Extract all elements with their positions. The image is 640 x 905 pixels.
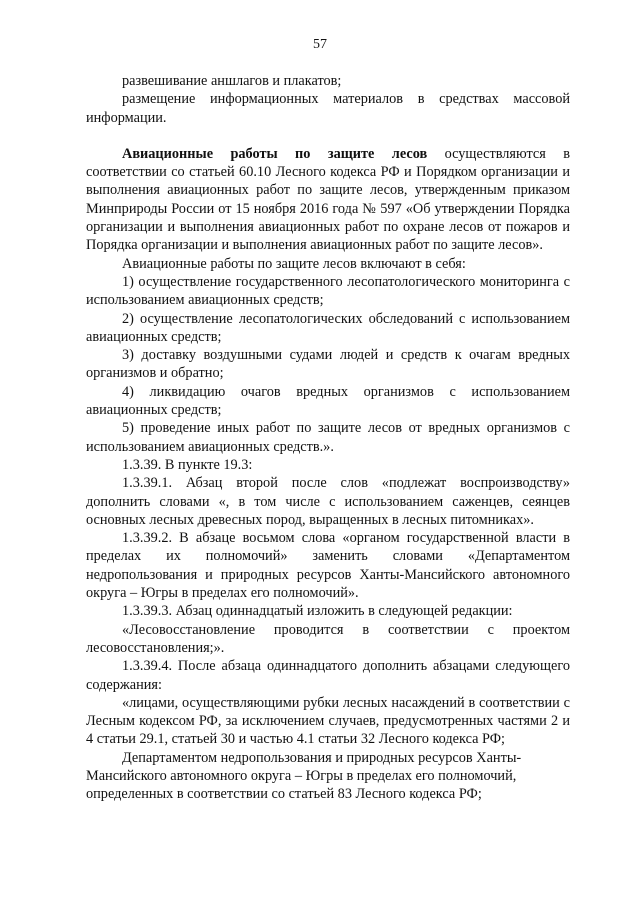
body-text [86, 72, 570, 804]
paragraph: «лицами, осуществляющими рубки лесных насаждений в соответствии с Лесным кодексом РФ, за исключением случаев, предусмотренных частями 2 и 4 статьи 29.1, статьей 30 и частью 4.1 статьи 32 Лесного кодекса РФ; [86, 694, 570, 748]
paragraph: 1.3.39. В пункте 19.3: [122, 456, 253, 473]
paragraph: развешивание аншлагов и плакатов; [122, 73, 342, 89]
paragraph: размещение информационных материалов в средствах массовой информации. [86, 91, 570, 126]
list-item: 1) осуществление государственного лесопатологического мониторинга с использованием авиационных средств; [86, 273, 570, 309]
list-item: 5) проведение иных работ по защите лесов от вредных организмов с использованием авиационных средств.». [86, 420, 570, 455]
paragraph: Авиационные работы по защите лесов включают в себя: [122, 255, 466, 272]
list-item: 4) ликвидацию очагов вредных организмов с использованием авиационных средств; [86, 383, 570, 419]
paragraph-aviation-works [86, 145, 570, 255]
bold-heading: Авиационные работы по защите лесов [122, 145, 428, 162]
paragraph: 1.3.39.4. После абзаца одиннадцатого дополнить абзацами следующего содержания: [86, 658, 570, 693]
paragraph-text: осуществляются в соответствии со статьей 60.10 Лесного кодекса РФ и Порядком организации и выполнения авиационных работ по защите лесов, утвержденным приказом Минприроды России от 15 ноября 2016 года № 597 «Об утверждении Порядка организации и выполнения авиационных работ по охране лесов от пожаров и Порядка организации и выполнения авиационных работ по защите лесов». [86, 145, 570, 254]
paragraph: Департаментом недропользования и природных ресурсов Ханты-Мансийского автономного округа – Югры в пределах его полномочий, определенных в соответствии со статьей 83 Лесного кодекса РФ; [86, 749, 522, 803]
paragraph: 1.3.39.2. В абзаце восьмом слова «органом государственной власти в пределах их полномочий» заменить словами «Департаментом недропользования и природных ресурсов Ханты-Мансийского автономного округа – Югры в пределах его полномочий». [86, 530, 570, 602]
paragraph: «Лесовосстановление проводится в соответствии с проектом лесовосстановления;». [86, 621, 570, 656]
paragraph: 1.3.39.1. Абзац второй после слов «подлежат воспроизводству» дополнить словами «, в том числе с использованием саженцев, сеянцев основных лесных древесных пород, выращенных в лесных питомниках». [86, 475, 570, 528]
list-item: 2) осуществление лесопатологических обследований с использованием авиационных средств; [86, 310, 570, 345]
list-item: 3) доставку воздушными судами людей и средств к очагам вредных организмов и обратно; [86, 347, 570, 382]
page-number: 57 [313, 37, 327, 52]
paragraph: 1.3.39.3. Абзац одиннадцатый изложить в следующей редакции: [122, 603, 513, 620]
